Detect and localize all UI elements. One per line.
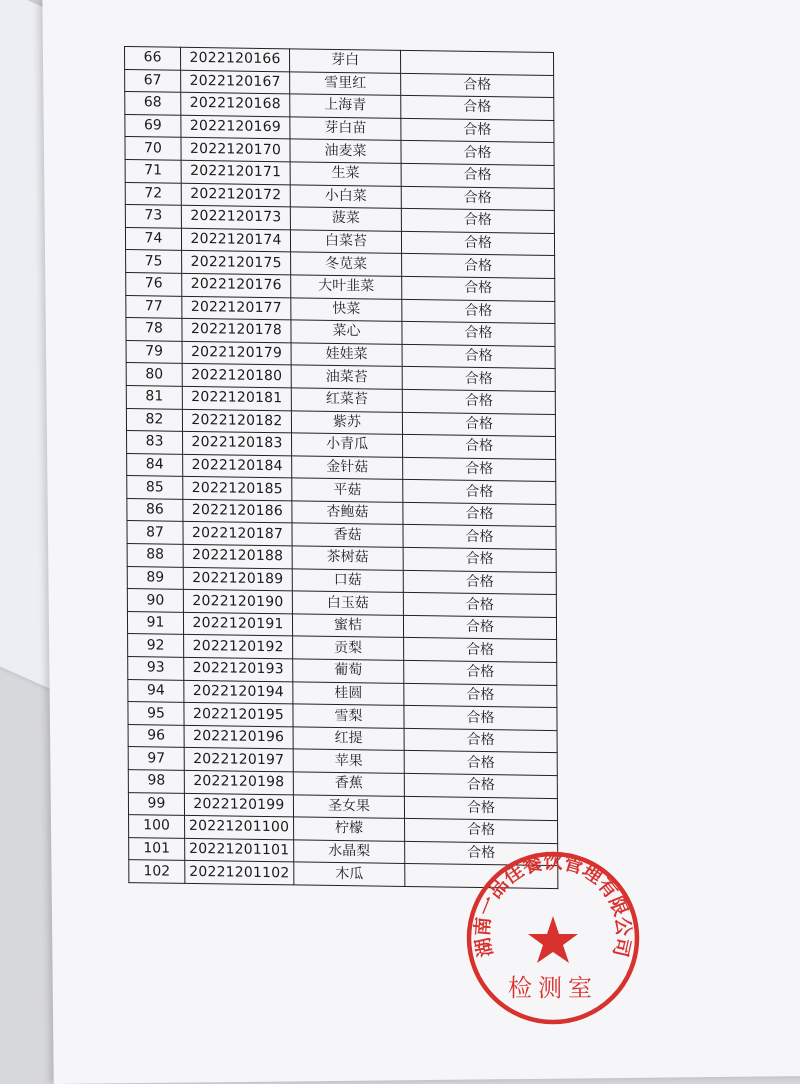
seal-department: 检测室: [508, 974, 598, 1002]
row-number: 87: [127, 521, 183, 544]
product-name: 金针菇: [292, 456, 403, 480]
sample-code: 2022120193: [184, 657, 293, 681]
sample-code: 2022120166: [181, 47, 290, 71]
sample-code: 2022120186: [183, 499, 292, 523]
row-number: 72: [125, 182, 181, 205]
seal-company-name: 湖南一品佳餐饮管理有限公司: [471, 851, 635, 959]
sample-code: 2022120176: [182, 273, 291, 297]
sample-code: 2022120198: [184, 770, 293, 794]
sample-code: 2022120172: [181, 183, 290, 207]
row-number: 68: [125, 92, 181, 115]
test-result: 合格: [402, 322, 555, 347]
test-result: 合格: [401, 141, 554, 166]
sample-code: 2022120194: [184, 680, 293, 704]
sample-code: 2022120179: [182, 341, 291, 365]
product-name: 雪里红: [290, 71, 401, 95]
product-name: 小白菜: [290, 184, 401, 208]
test-result: 合格: [404, 660, 557, 685]
row-number: 71: [125, 159, 181, 182]
sample-code: 2022120195: [184, 703, 293, 727]
test-result: 合格: [403, 570, 556, 595]
product-name: 雪梨: [293, 704, 404, 728]
sample-code: 2022120183: [183, 431, 292, 455]
row-number: 89: [127, 566, 183, 589]
row-number: 95: [128, 702, 184, 725]
product-name: 芽白苗: [290, 117, 401, 141]
row-number: 101: [129, 837, 185, 860]
test-result: 合格: [402, 299, 555, 324]
row-number: 78: [126, 318, 182, 341]
test-result: 合格: [403, 457, 556, 482]
test-result: 合格: [404, 638, 557, 663]
test-result: 合格: [404, 751, 557, 776]
test-result: 合格: [401, 209, 554, 234]
sample-code: 2022120181: [182, 386, 291, 410]
test-result: 合格: [401, 118, 554, 143]
sample-code: 2022120196: [184, 725, 293, 749]
sample-code: 2022120187: [183, 522, 292, 546]
row-number: 81: [126, 385, 182, 408]
row-number: 85: [127, 476, 183, 499]
row-number: 93: [128, 657, 184, 680]
sample-code: 2022120167: [181, 70, 290, 94]
row-number: 98: [128, 770, 184, 793]
test-result: 合格: [402, 389, 555, 414]
row-number: 100: [129, 815, 185, 838]
row-number: 67: [125, 69, 181, 92]
sample-code: 2022120169: [181, 115, 290, 139]
sample-code: 2022120185: [183, 477, 292, 501]
row-number: 76: [126, 272, 182, 295]
sample-code: 2022120191: [183, 612, 292, 636]
row-number: 77: [126, 295, 182, 318]
sample-code: 2022120173: [181, 205, 290, 229]
sample-code: 2022120175: [182, 251, 291, 275]
test-result: 合格: [403, 615, 556, 640]
row-number: 80: [126, 363, 182, 386]
sample-code: 2022120199: [184, 793, 293, 817]
official-seal: [463, 848, 643, 1028]
product-name: 圣女果: [293, 794, 404, 818]
product-name: 桂圆: [293, 681, 404, 705]
product-name: 平菇: [292, 478, 403, 502]
test-result: 合格: [402, 254, 555, 279]
row-number: 86: [127, 498, 183, 521]
product-name: 油麦菜: [290, 139, 401, 163]
seal-graphic: [463, 848, 643, 1028]
row-number: 74: [125, 227, 181, 250]
test-result: 合格: [401, 231, 554, 256]
row-number: 91: [127, 611, 183, 634]
product-name: 红提: [293, 727, 404, 751]
sample-code: 2022120170: [181, 138, 290, 162]
product-name: 香蕉: [293, 772, 404, 796]
row-number: 102: [129, 860, 185, 883]
product-name: 冬苋菜: [291, 252, 402, 276]
row-number: 83: [127, 431, 183, 454]
product-name: 菠菜: [290, 207, 401, 231]
product-name: 蜜桔: [292, 614, 403, 638]
product-name: 快菜: [291, 297, 402, 321]
sample-code: 2022120177: [182, 296, 291, 320]
test-result: 合格: [401, 186, 554, 211]
product-name: 白玉菇: [292, 591, 403, 615]
product-name: 上海青: [290, 94, 401, 118]
sample-code: 2022120192: [184, 635, 293, 659]
test-result: 合格: [404, 796, 557, 821]
test-result: 合格: [403, 547, 556, 572]
product-name: 香菇: [292, 523, 403, 547]
product-name: 娃娃菜: [291, 343, 402, 367]
product-name: 菜心: [291, 320, 402, 344]
test-result: 合格: [402, 344, 555, 369]
sample-code: 2022120182: [182, 409, 291, 433]
test-result: 合格: [402, 367, 555, 392]
row-number: 69: [125, 114, 181, 137]
product-name: 苹果: [293, 749, 404, 773]
test-result: 合格: [403, 525, 556, 550]
row-number: 90: [127, 589, 183, 612]
row-number: 82: [126, 408, 182, 431]
row-number: 70: [125, 137, 181, 160]
row-number: 79: [126, 340, 182, 363]
sample-code: 2022120189: [183, 567, 292, 591]
product-name: 茶树菇: [292, 546, 403, 570]
product-name: 小青瓜: [292, 433, 403, 457]
product-name: 紫苏: [291, 410, 402, 434]
product-name: 口菇: [292, 569, 403, 593]
product-name: 红菜苔: [291, 388, 402, 412]
test-result: [400, 50, 553, 75]
row-number: 66: [125, 47, 181, 70]
sample-code: 2022120188: [183, 544, 292, 568]
inspection-results-table: [124, 46, 558, 889]
row-number: 99: [128, 792, 184, 815]
test-result: 合格: [402, 276, 555, 301]
sample-code: 2022120171: [181, 160, 290, 184]
test-result: 合格: [404, 706, 557, 731]
test-result: 合格: [403, 502, 556, 527]
test-result: 合格: [404, 683, 557, 708]
row-number: 97: [128, 747, 184, 770]
star-icon: [528, 916, 578, 963]
test-result: 合格: [403, 434, 556, 459]
sample-code: 2022120190: [183, 590, 292, 614]
product-name: 柠檬: [294, 817, 405, 841]
product-name: 葡萄: [293, 659, 404, 683]
test-result: 合格: [401, 73, 554, 98]
test-result: 合格: [401, 163, 554, 188]
sample-code: 2022120184: [183, 454, 292, 478]
product-name: 水晶梨: [294, 840, 405, 864]
row-number: 75: [126, 250, 182, 273]
product-name: 木瓜: [294, 862, 405, 886]
product-name: 贡梨: [293, 636, 404, 660]
row-number: 94: [128, 679, 184, 702]
sample-code: 20221201101: [185, 838, 294, 862]
test-result: 合格: [402, 412, 555, 437]
test-result: 合格: [403, 480, 556, 505]
table-body: [125, 47, 558, 889]
product-name: 杏鲍菇: [292, 501, 403, 525]
test-result: 合格: [404, 728, 557, 753]
test-result: 合格: [404, 773, 557, 798]
test-result: 合格: [405, 819, 558, 844]
product-name: 油菜苔: [291, 365, 402, 389]
row-number: 96: [128, 724, 184, 747]
product-name: 芽白: [290, 49, 401, 73]
sample-code: 2022120168: [181, 92, 290, 116]
sample-code: 20221201102: [185, 861, 294, 885]
sample-code: 2022120180: [182, 364, 291, 388]
test-result: 合格: [401, 96, 554, 121]
product-name: 生菜: [290, 162, 401, 186]
test-result: 合格: [403, 593, 556, 618]
sample-code: 20221201100: [185, 816, 294, 840]
row-number: 84: [127, 453, 183, 476]
sample-code: 2022120178: [182, 318, 291, 342]
row-number: 73: [125, 205, 181, 228]
row-number: 88: [127, 544, 183, 567]
sample-code: 2022120197: [184, 748, 293, 772]
product-name: 大叶韭菜: [291, 275, 402, 299]
row-number: 92: [128, 634, 184, 657]
product-name: 白菜苔: [290, 230, 401, 254]
sample-code: 2022120174: [181, 228, 290, 252]
test-result: 合格: [405, 841, 558, 866]
